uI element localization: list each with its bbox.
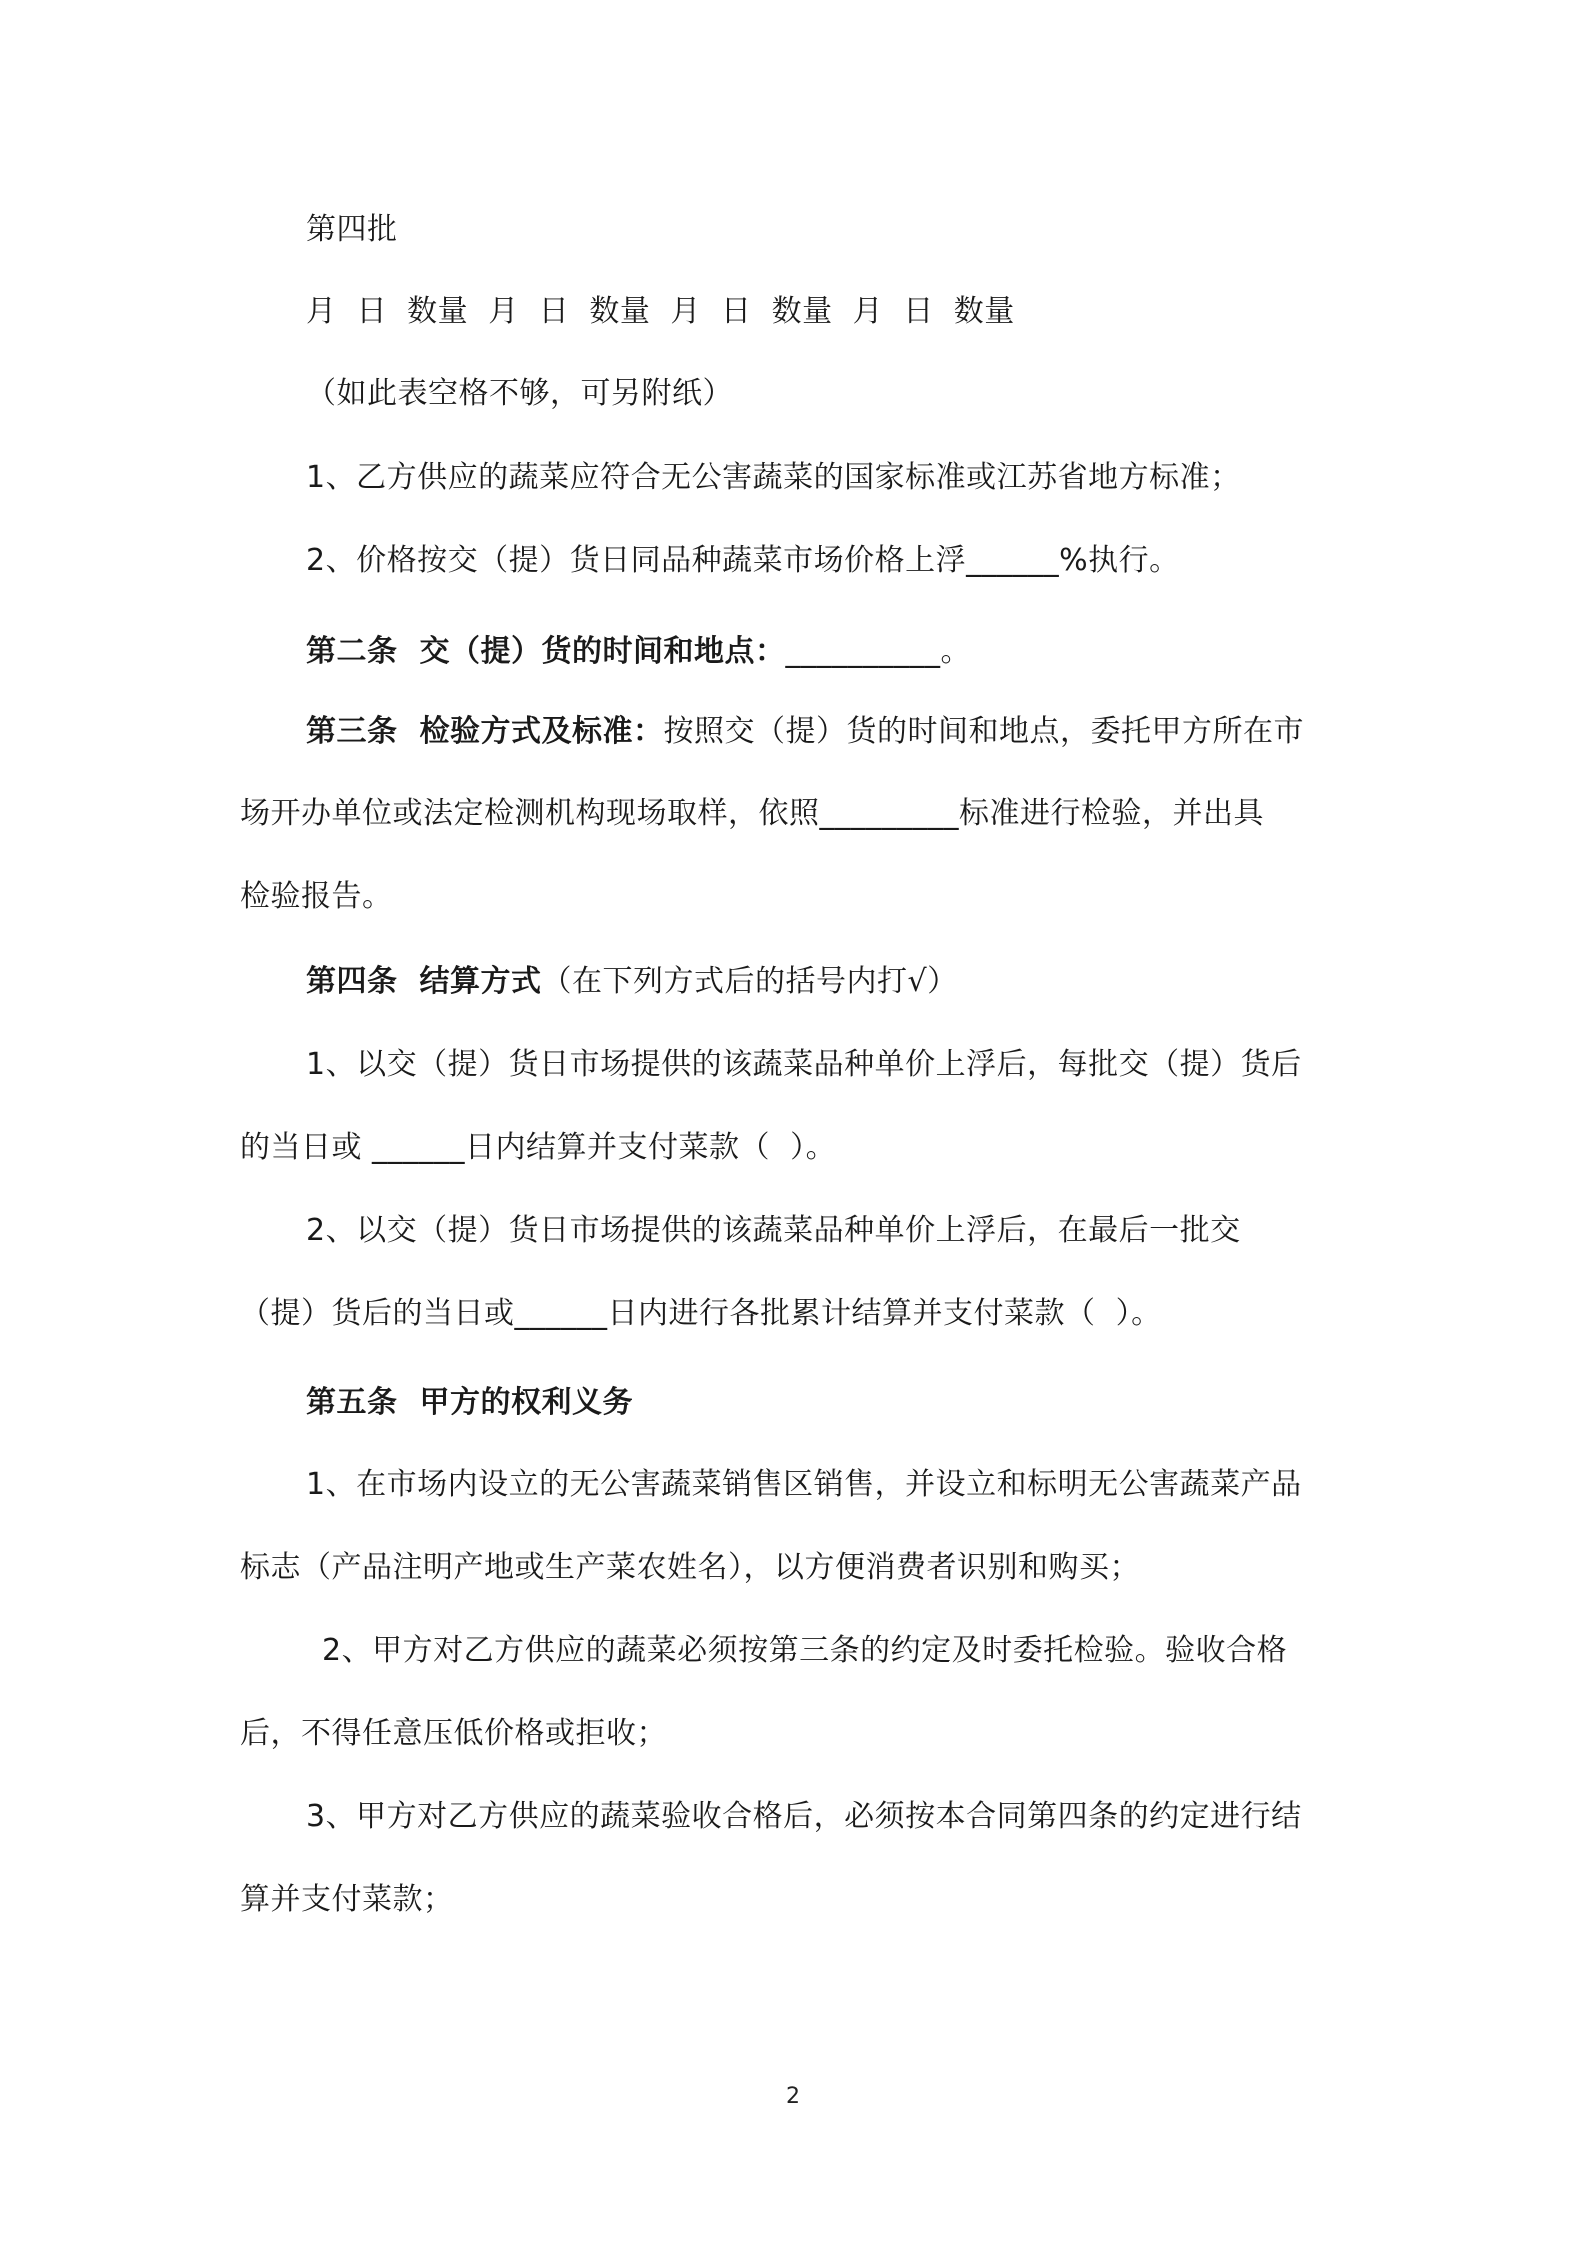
article-3-line-1: 按照交（提）货的时间和地点，委托甲方所在市	[663, 714, 1304, 749]
article-2-title: 第二条	[306, 634, 398, 669]
article-4-item-2-line-2: （提）货后的当日或______日内进行各批累计结算并支付菜款（ ）。	[240, 1296, 1162, 1331]
article-5	[306, 1383, 1360, 1423]
article-4-item-1-line-2: 的当日或 ______日内结算并支付菜款（ ）。	[240, 1130, 837, 1165]
article-4-item-2-line-1: 2、以交（提）货日市场提供的该蔬菜品种单价上浮后，在最后一批交	[306, 1213, 1241, 1248]
article-5-heading: 甲方的权利义务	[419, 1385, 633, 1420]
article-4-note: （在下列方式后的括号内打√）	[541, 964, 958, 999]
article-3-heading: 检验方式及标准：	[419, 714, 664, 749]
article-5-item-2-line-1: 2、甲方对乙方供应的蔬菜必须按第三条的约定及时委托检验。验收合格	[322, 1633, 1288, 1668]
article-5-title: 第五条	[306, 1385, 398, 1420]
article-5-item-1-line-1: 1、在市场内设立的无公害蔬菜销售区销售，并设立和标明无公害蔬菜产品	[306, 1467, 1302, 1502]
date-quantity-row: 月 日 数量 月 日 数量 月 日 数量 月 日 数量	[306, 294, 1015, 329]
article-4-item-1-line-1: 1、以交（提）货日市场提供的该蔬菜品种单价上浮后，每批交（提）货后	[306, 1047, 1302, 1082]
article-3	[306, 712, 1360, 752]
article-2-body: __________。	[785, 634, 971, 669]
article-4-title: 第四条	[306, 964, 398, 999]
article-4	[306, 962, 1360, 1002]
article-3-title: 第三条	[306, 714, 398, 749]
article-5-item-3-line-2: 算并支付菜款；	[240, 1882, 454, 1917]
article-2	[306, 632, 1360, 672]
quality-clause-2: 2、价格按交（提）货日同品种蔬菜市场价格上浮______%执行。	[306, 543, 1180, 578]
article-4-heading: 结算方式	[419, 964, 542, 999]
quality-clause-1: 1、乙方供应的蔬菜应符合无公害蔬菜的国家标准或江苏省地方标准；	[306, 460, 1241, 495]
article-5-item-1-line-2: 标志（产品注明产地或生产菜农姓名），以方便消费者识别和购买；	[240, 1550, 1140, 1585]
table-note: （如此表空格不够，可另附纸）	[306, 376, 733, 411]
article-5-item-3-line-1: 3、甲方对乙方供应的蔬菜验收合格后，必须按本合同第四条的约定进行结	[306, 1799, 1302, 1834]
article-2-heading: 交（提）货的时间和地点：	[419, 634, 786, 669]
article-5-item-2-line-2: 后，不得任意压低价格或拒收；	[240, 1716, 667, 1751]
article-3-line-2: 场开办单位或法定检测机构现场取样，依照_________标准进行检验，并出具	[240, 796, 1264, 831]
article-3-line-3: 检验报告。	[240, 879, 393, 914]
batch-heading: 第四批	[306, 212, 398, 247]
page-number: 2	[786, 2084, 800, 2109]
